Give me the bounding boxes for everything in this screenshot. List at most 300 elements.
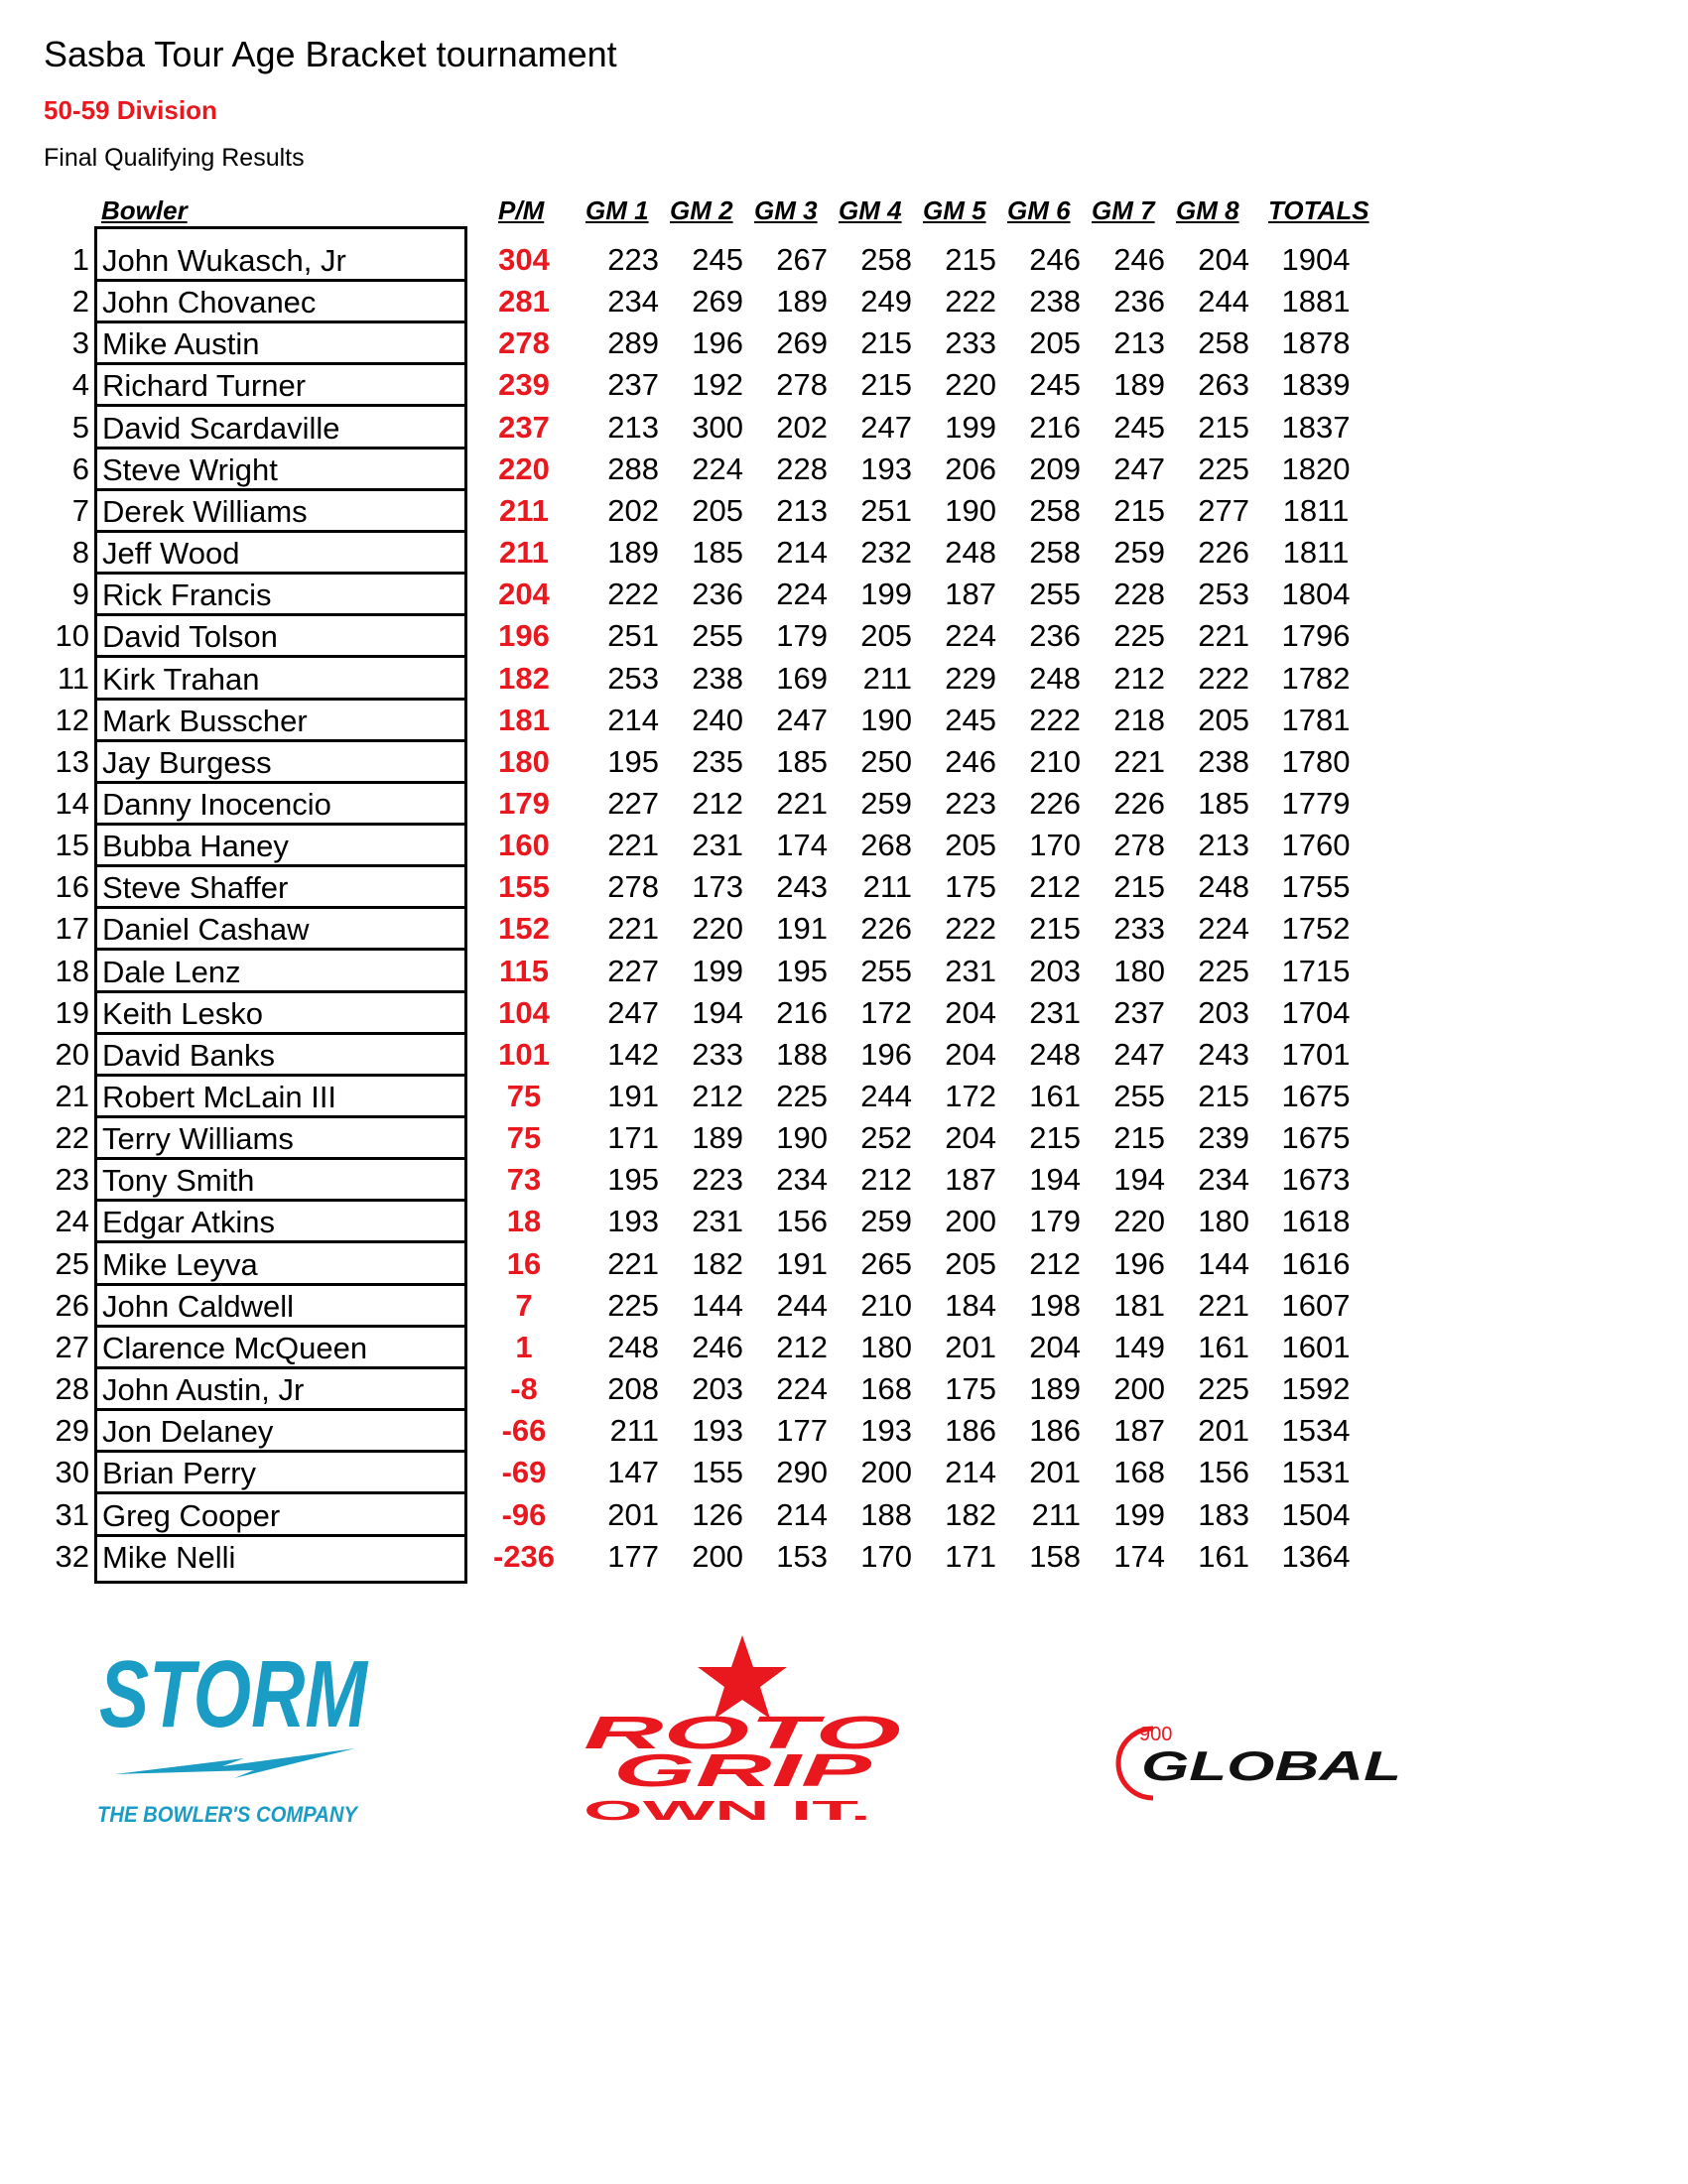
total-cell: 1673 xyxy=(1281,1162,1351,1198)
game-score-cell: 258 xyxy=(1198,325,1249,361)
total-cell: 1878 xyxy=(1281,325,1351,361)
game-score-cell: 213 xyxy=(1113,325,1165,361)
game-score-cell: 161 xyxy=(1198,1329,1249,1364)
pm-cell: -8 xyxy=(510,1371,538,1407)
table-row xyxy=(0,1537,1688,1579)
game-score-cell: 245 xyxy=(1113,409,1165,445)
header-gm5: GM 5 xyxy=(923,195,986,225)
pm-cell: 1 xyxy=(515,1329,533,1364)
bowler-name-cell: Robert McLain III xyxy=(94,1077,467,1118)
pm-cell: 204 xyxy=(498,577,550,612)
game-score-cell: 225 xyxy=(1198,1371,1249,1407)
bowler-name-cell: Mike Nelli xyxy=(102,1539,236,1575)
rank-cell: 9 xyxy=(71,577,89,612)
total-cell: 1601 xyxy=(1281,1329,1351,1364)
division-label: 50-59 Division xyxy=(44,95,217,125)
game-score-cell: 175 xyxy=(945,869,996,905)
game-score-cell: 202 xyxy=(607,492,659,528)
header-gm7: GM 7 xyxy=(1092,195,1155,225)
game-score-cell: 249 xyxy=(860,284,912,320)
game-score-cell: 243 xyxy=(1198,1036,1249,1072)
total-cell: 1837 xyxy=(1281,409,1351,445)
table-row xyxy=(0,1328,1688,1369)
game-score-cell: 245 xyxy=(1029,367,1081,403)
game-score-cell: 234 xyxy=(607,284,659,320)
table-row xyxy=(0,323,1688,365)
total-cell: 1782 xyxy=(1281,660,1351,696)
game-score-cell: 156 xyxy=(1198,1455,1249,1490)
game-score-cell: 190 xyxy=(860,702,912,737)
bowler-name-cell: David Scardaville xyxy=(94,408,467,450)
rank-cell: 29 xyxy=(55,1413,89,1449)
game-score-cell: 205 xyxy=(692,492,743,528)
game-score-cell: 215 xyxy=(1198,409,1249,445)
game-score-cell: 215 xyxy=(860,367,912,403)
game-score-cell: 255 xyxy=(1113,1079,1165,1113)
game-score-cell: 277 xyxy=(1198,492,1249,528)
pm-cell: -66 xyxy=(501,1413,547,1449)
game-score-cell: 225 xyxy=(1198,450,1249,486)
game-score-cell: 186 xyxy=(1029,1413,1081,1449)
total-cell: 1804 xyxy=(1281,577,1351,612)
game-score-cell: 224 xyxy=(945,618,996,654)
game-score-cell: 193 xyxy=(607,1204,659,1239)
game-score-cell: 209 xyxy=(1029,450,1081,486)
rank-cell: 22 xyxy=(55,1120,89,1156)
game-score-cell: 232 xyxy=(860,535,912,571)
total-cell: 1592 xyxy=(1281,1371,1351,1407)
game-score-cell: 213 xyxy=(607,409,659,445)
table-row xyxy=(0,240,1688,282)
game-score-cell: 231 xyxy=(692,1204,743,1239)
total-cell: 1675 xyxy=(1281,1079,1351,1113)
game-score-cell: 238 xyxy=(1029,284,1081,320)
game-score-cell: 187 xyxy=(945,1162,996,1198)
game-score-cell: 226 xyxy=(1113,785,1165,821)
game-score-cell: 147 xyxy=(607,1455,659,1490)
game-score-cell: 170 xyxy=(1029,828,1081,863)
bowler-name-cell: Mike Austin xyxy=(94,323,467,365)
game-score-cell: 203 xyxy=(1198,994,1249,1030)
game-score-cell: 211 xyxy=(1031,1496,1081,1532)
page-title: Sasba Tour Age Bracket tournament xyxy=(44,34,617,74)
game-score-cell: 245 xyxy=(945,702,996,737)
game-score-cell: 246 xyxy=(945,743,996,779)
rank-cell: 7 xyxy=(71,492,89,528)
game-score-cell: 228 xyxy=(1113,577,1165,612)
game-score-cell: 222 xyxy=(1029,702,1081,737)
game-score-cell: 248 xyxy=(1029,660,1081,696)
game-score-cell: 199 xyxy=(1113,1496,1165,1532)
pm-cell: 18 xyxy=(506,1204,542,1239)
game-score-cell: 290 xyxy=(776,1455,828,1490)
game-score-cell: 246 xyxy=(1029,242,1081,277)
pm-cell: 75 xyxy=(506,1120,542,1156)
rank-cell: 12 xyxy=(55,702,89,737)
header-gm2: GM 2 xyxy=(670,195,733,225)
game-score-cell: 214 xyxy=(776,1496,828,1532)
game-score-cell: 214 xyxy=(607,702,659,737)
bowler-name-cell: Steve Wright xyxy=(94,450,467,491)
game-score-cell: 212 xyxy=(692,1079,743,1113)
pm-cell: 211 xyxy=(498,535,549,571)
pm-cell: 75 xyxy=(506,1079,542,1113)
bowler-name-cell: Terry Williams xyxy=(94,1118,467,1160)
bowler-name-cell: David Tolson xyxy=(94,616,467,658)
game-score-cell: 222 xyxy=(945,284,996,320)
pm-cell: 7 xyxy=(515,1287,533,1323)
rank-cell: 18 xyxy=(55,953,89,988)
header-gm3: GM 3 xyxy=(754,195,818,225)
table-row xyxy=(0,616,1688,658)
pm-cell: 73 xyxy=(506,1162,542,1198)
game-score-cell: 190 xyxy=(945,492,996,528)
rank-cell: 27 xyxy=(55,1329,89,1364)
game-score-cell: 175 xyxy=(945,1371,996,1407)
rotogrip-tagline: OWN IT. xyxy=(584,1795,871,1826)
game-score-cell: 300 xyxy=(692,409,743,445)
game-score-cell: 179 xyxy=(1029,1204,1081,1239)
game-score-cell: 215 xyxy=(1113,492,1165,528)
rank-cell: 8 xyxy=(71,535,89,571)
game-score-cell: 183 xyxy=(1198,1496,1249,1532)
game-score-cell: 255 xyxy=(1029,577,1081,612)
pm-cell: 237 xyxy=(498,409,550,445)
game-score-cell: 229 xyxy=(945,660,996,696)
game-score-cell: 180 xyxy=(1113,953,1165,988)
game-score-cell: 215 xyxy=(1113,1120,1165,1156)
table-row xyxy=(0,491,1688,533)
table-row xyxy=(0,575,1688,616)
game-score-cell: 246 xyxy=(692,1329,743,1364)
game-score-cell: 248 xyxy=(945,535,996,571)
game-score-cell: 199 xyxy=(860,577,912,612)
game-score-cell: 238 xyxy=(692,660,743,696)
game-score-cell: 192 xyxy=(692,367,743,403)
rank-cell: 1 xyxy=(71,242,89,277)
game-score-cell: 189 xyxy=(692,1120,743,1156)
game-score-cell: 195 xyxy=(776,953,828,988)
rank-cell: 11 xyxy=(57,660,89,696)
storm-logo xyxy=(95,1627,383,1836)
game-score-cell: 222 xyxy=(1198,660,1249,696)
total-cell: 1811 xyxy=(1282,535,1350,571)
bowler-name-cell: Keith Lesko xyxy=(94,993,467,1035)
game-score-cell: 212 xyxy=(1113,660,1165,696)
game-score-cell: 239 xyxy=(1198,1120,1249,1156)
pm-cell: 16 xyxy=(506,1245,542,1281)
game-score-cell: 244 xyxy=(860,1079,912,1113)
rank-cell: 19 xyxy=(55,994,89,1030)
game-score-cell: 236 xyxy=(692,577,743,612)
game-score-cell: 247 xyxy=(1113,450,1165,486)
game-score-cell: 149 xyxy=(1113,1329,1165,1364)
game-score-cell: 195 xyxy=(607,1162,659,1198)
game-score-cell: 185 xyxy=(776,743,828,779)
total-cell: 1607 xyxy=(1281,1287,1351,1323)
game-score-cell: 212 xyxy=(776,1329,828,1364)
table-row xyxy=(0,450,1688,491)
game-score-cell: 237 xyxy=(1113,994,1165,1030)
game-score-cell: 225 xyxy=(776,1079,828,1113)
total-cell: 1752 xyxy=(1281,911,1351,947)
game-score-cell: 221 xyxy=(776,785,828,821)
game-score-cell: 196 xyxy=(1113,1245,1165,1281)
game-score-cell: 204 xyxy=(945,1120,996,1156)
table-row xyxy=(0,952,1688,993)
game-score-cell: 142 xyxy=(607,1036,659,1072)
game-score-cell: 193 xyxy=(860,1413,912,1449)
game-score-cell: 199 xyxy=(692,953,743,988)
rank-cell: 16 xyxy=(55,869,89,905)
rotogrip-logo-graphic xyxy=(574,1627,911,1826)
game-score-cell: 215 xyxy=(860,325,912,361)
game-score-cell: 216 xyxy=(776,994,828,1030)
game-score-cell: 227 xyxy=(607,953,659,988)
game-score-cell: 185 xyxy=(1198,785,1249,821)
game-score-cell: 231 xyxy=(692,828,743,863)
table-row xyxy=(0,826,1688,867)
game-score-cell: 245 xyxy=(692,242,743,277)
pm-cell: 104 xyxy=(498,994,550,1030)
game-score-cell: 259 xyxy=(860,1204,912,1239)
game-score-cell: 173 xyxy=(692,869,743,905)
header-gm8: GM 8 xyxy=(1176,195,1239,225)
table-row xyxy=(0,282,1688,323)
rank-cell: 32 xyxy=(55,1538,89,1574)
table-row xyxy=(0,1244,1688,1286)
global-number: 900 xyxy=(1139,1724,1173,1745)
game-score-cell: 243 xyxy=(776,869,828,905)
game-score-cell: 216 xyxy=(1029,409,1081,445)
bowler-name-cell: John Austin, Jr xyxy=(94,1369,467,1411)
game-score-cell: 251 xyxy=(607,618,659,654)
total-cell: 1618 xyxy=(1281,1204,1351,1239)
game-score-cell: 237 xyxy=(607,367,659,403)
game-score-cell: 227 xyxy=(607,785,659,821)
game-score-cell: 182 xyxy=(692,1245,743,1281)
pm-cell: -236 xyxy=(492,1538,556,1574)
game-score-cell: 204 xyxy=(945,994,996,1030)
pm-cell: 196 xyxy=(498,618,550,654)
table-row xyxy=(0,993,1688,1035)
storm-tagline: THE BOWLER'S COMPANY xyxy=(97,1802,360,1827)
game-score-cell: 263 xyxy=(1198,367,1249,403)
game-score-cell: 211 xyxy=(862,660,912,696)
bowler-name-cell: Derek Williams xyxy=(94,491,467,533)
game-score-cell: 259 xyxy=(860,785,912,821)
rank-cell: 28 xyxy=(55,1371,89,1407)
game-score-cell: 181 xyxy=(1113,1287,1165,1323)
game-score-cell: 288 xyxy=(607,450,659,486)
game-score-cell: 233 xyxy=(1113,911,1165,947)
game-score-cell: 236 xyxy=(1029,618,1081,654)
game-score-cell: 201 xyxy=(607,1496,659,1532)
game-score-cell: 161 xyxy=(1029,1079,1081,1113)
header-bowler: Bowler xyxy=(101,195,188,225)
pm-cell: 211 xyxy=(498,492,549,528)
game-score-cell: 214 xyxy=(945,1455,996,1490)
total-cell: 1755 xyxy=(1281,869,1351,905)
total-cell: 1839 xyxy=(1281,367,1351,403)
game-score-cell: 189 xyxy=(1113,367,1165,403)
total-cell: 1779 xyxy=(1281,785,1351,821)
game-score-cell: 268 xyxy=(860,828,912,863)
storm-wordmark: STORM xyxy=(99,1641,369,1747)
bowler-name-cell: Jay Burgess xyxy=(94,742,467,784)
pm-cell: 181 xyxy=(498,702,550,737)
game-score-cell: 179 xyxy=(776,618,828,654)
pm-cell: -96 xyxy=(501,1496,547,1532)
rank-cell: 24 xyxy=(55,1204,89,1239)
game-score-cell: 201 xyxy=(945,1329,996,1364)
game-score-cell: 195 xyxy=(607,743,659,779)
game-score-cell: 228 xyxy=(776,450,828,486)
header-gm6: GM 6 xyxy=(1007,195,1071,225)
game-score-cell: 225 xyxy=(1113,618,1165,654)
game-score-cell: 205 xyxy=(945,828,996,863)
table-row xyxy=(0,1118,1688,1160)
rank-cell: 17 xyxy=(55,911,89,947)
game-score-cell: 126 xyxy=(692,1496,743,1532)
pm-cell: 160 xyxy=(498,828,550,863)
game-score-cell: 225 xyxy=(1198,953,1249,988)
game-score-cell: 224 xyxy=(1198,911,1249,947)
total-cell: 1616 xyxy=(1281,1245,1351,1281)
table-row xyxy=(0,1160,1688,1202)
game-score-cell: 238 xyxy=(1198,743,1249,779)
game-score-cell: 248 xyxy=(1029,1036,1081,1072)
game-score-cell: 231 xyxy=(1029,994,1081,1030)
game-score-cell: 191 xyxy=(776,1245,828,1281)
total-cell: 1760 xyxy=(1281,828,1351,863)
total-cell: 1881 xyxy=(1281,284,1351,320)
header-gm1: GM 1 xyxy=(585,195,649,225)
pm-cell: 239 xyxy=(498,367,550,403)
rank-cell: 6 xyxy=(71,450,89,486)
game-score-cell: 200 xyxy=(692,1538,743,1574)
bowler-name-cell: Daniel Cashaw xyxy=(94,909,467,951)
game-score-cell: 226 xyxy=(1198,535,1249,571)
game-score-cell: 233 xyxy=(945,325,996,361)
game-score-cell: 289 xyxy=(607,325,659,361)
total-cell: 1701 xyxy=(1281,1036,1351,1072)
table-row xyxy=(0,1286,1688,1328)
rank-cell: 15 xyxy=(55,828,89,863)
game-score-cell: 248 xyxy=(607,1329,659,1364)
total-cell: 1781 xyxy=(1281,702,1351,737)
global-logo-graphic xyxy=(1113,1715,1411,1804)
bowler-name-cell: John Chovanec xyxy=(94,282,467,323)
game-score-cell: 247 xyxy=(860,409,912,445)
game-score-cell: 278 xyxy=(607,869,659,905)
game-score-cell: 220 xyxy=(1113,1204,1165,1239)
table-row xyxy=(0,1369,1688,1411)
game-score-cell: 194 xyxy=(692,994,743,1030)
table-row xyxy=(0,701,1688,742)
game-score-cell: 221 xyxy=(1198,1287,1249,1323)
lightning-bolt-icon xyxy=(115,1748,355,1778)
rank-cell: 5 xyxy=(71,409,89,445)
pm-cell: 281 xyxy=(498,284,550,320)
game-score-cell: 278 xyxy=(1113,828,1165,863)
bowler-name-cell: Kirk Trahan xyxy=(94,659,467,701)
game-score-cell: 201 xyxy=(1198,1413,1249,1449)
game-score-cell: 196 xyxy=(692,325,743,361)
game-score-cell: 269 xyxy=(692,284,743,320)
global-logo xyxy=(1113,1715,1411,1804)
game-score-cell: 221 xyxy=(607,828,659,863)
rank-cell: 2 xyxy=(71,284,89,320)
game-score-cell: 153 xyxy=(776,1538,828,1574)
rank-cell: 26 xyxy=(55,1287,89,1323)
game-score-cell: 215 xyxy=(1029,911,1081,947)
game-score-cell: 231 xyxy=(945,953,996,988)
game-score-cell: 240 xyxy=(692,702,743,737)
game-score-cell: 226 xyxy=(1029,785,1081,821)
pm-cell: 179 xyxy=(498,785,550,821)
total-cell: 1820 xyxy=(1281,450,1351,486)
game-score-cell: 250 xyxy=(860,743,912,779)
results-subtitle: Final Qualifying Results xyxy=(44,144,305,172)
table-row xyxy=(0,742,1688,784)
game-score-cell: 155 xyxy=(692,1455,743,1490)
game-score-cell: 193 xyxy=(860,450,912,486)
game-score-cell: 204 xyxy=(1029,1329,1081,1364)
game-score-cell: 244 xyxy=(776,1287,828,1323)
game-score-cell: 251 xyxy=(860,492,912,528)
game-score-cell: 172 xyxy=(945,1079,996,1113)
game-score-cell: 212 xyxy=(860,1162,912,1198)
game-score-cell: 213 xyxy=(1198,828,1249,863)
table-row xyxy=(0,1495,1688,1537)
bowler-name-cell: Mark Busscher xyxy=(94,701,467,742)
game-score-cell: 214 xyxy=(776,535,828,571)
game-score-cell: 188 xyxy=(776,1036,828,1072)
bowler-name-cell: Richard Turner xyxy=(94,365,467,407)
game-score-cell: 234 xyxy=(776,1162,828,1198)
table-row xyxy=(0,867,1688,909)
bowler-name-cell: Greg Cooper xyxy=(94,1495,467,1537)
game-score-cell: 144 xyxy=(692,1287,743,1323)
game-score-cell: 144 xyxy=(1198,1245,1249,1281)
game-score-cell: 174 xyxy=(1113,1538,1165,1574)
pm-cell: 220 xyxy=(498,450,550,486)
pm-cell: 304 xyxy=(498,242,550,277)
game-score-cell: 205 xyxy=(1198,702,1249,737)
roto-wordmark: ROTO xyxy=(584,1707,902,1758)
game-score-cell: 223 xyxy=(607,242,659,277)
total-cell: 1811 xyxy=(1282,492,1350,528)
game-score-cell: 194 xyxy=(1029,1162,1081,1198)
game-score-cell: 198 xyxy=(1029,1287,1081,1323)
game-score-cell: 223 xyxy=(945,785,996,821)
game-score-cell: 221 xyxy=(1198,618,1249,654)
game-score-cell: 172 xyxy=(860,994,912,1030)
game-score-cell: 199 xyxy=(945,409,996,445)
game-score-cell: 220 xyxy=(945,367,996,403)
game-score-cell: 215 xyxy=(1029,1120,1081,1156)
rank-cell: 23 xyxy=(55,1162,89,1198)
rotogrip-logo xyxy=(574,1627,911,1826)
game-score-cell: 235 xyxy=(692,743,743,779)
game-score-cell: 224 xyxy=(776,577,828,612)
total-cell: 1715 xyxy=(1281,953,1351,988)
table-row xyxy=(0,909,1688,951)
table-row xyxy=(0,784,1688,826)
game-score-cell: 184 xyxy=(945,1287,996,1323)
bowler-name-cell: John Caldwell xyxy=(94,1286,467,1328)
